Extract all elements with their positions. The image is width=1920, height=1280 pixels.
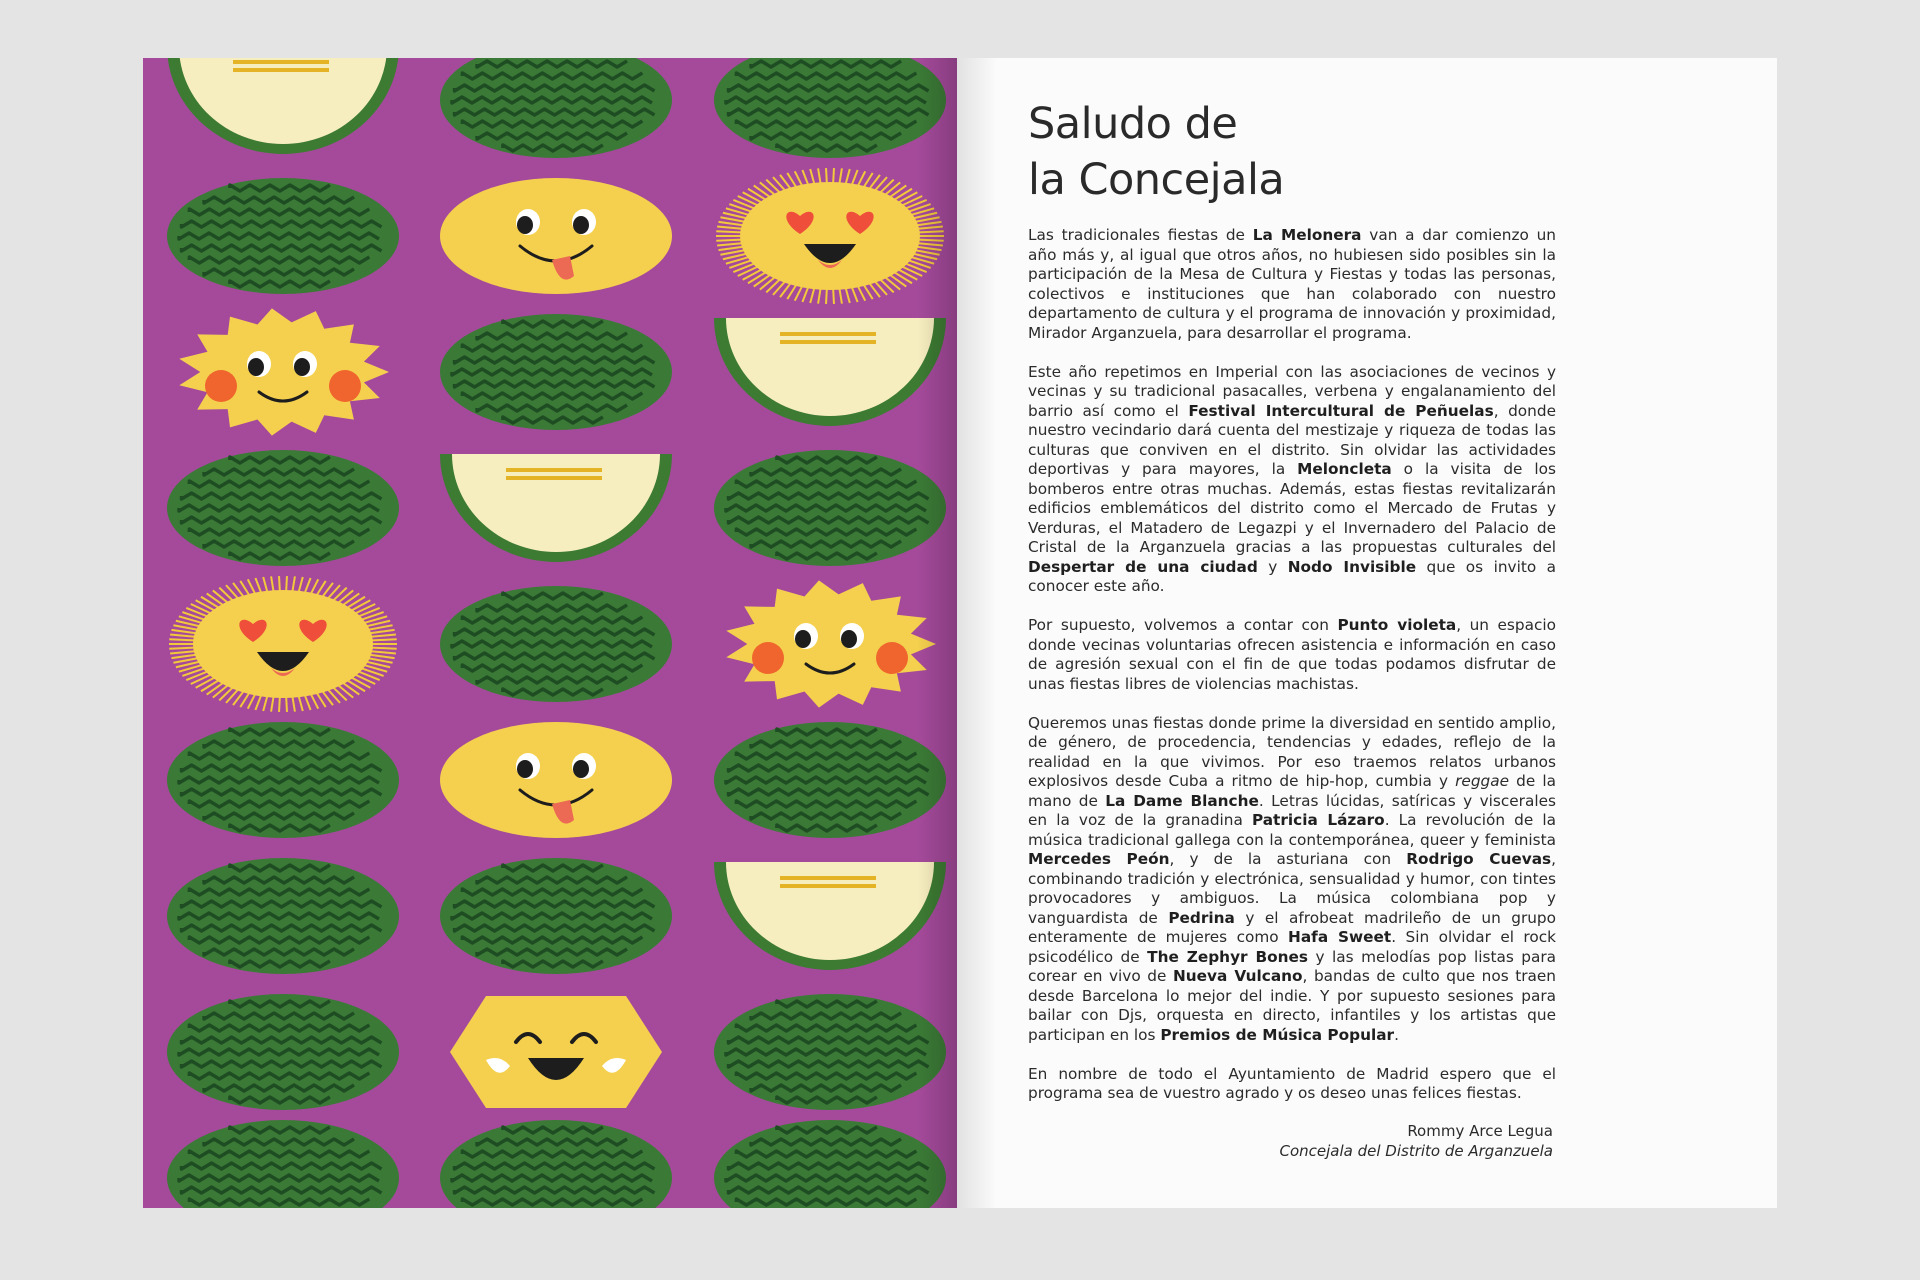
eye-pupil (517, 216, 533, 234)
highlight-name: Punto violeta (1337, 616, 1457, 634)
text-run: En nombre de todo el Ayuntamiento de Madrid espero que el programa sea de vuestro agrado y os deseo unas felices fiestas. (1028, 1064, 1556, 1102)
fuzz-strand (716, 231, 744, 232)
text-run: , donde nuestro vecindario dará cuenta del mestizaje y riqueza de todas las culturas que conviven en el distrito. Sin olvidar las actividades deportivas y para mayores, la (1028, 401, 1556, 478)
text-run: Queremos unas fiestas donde prime la diversidad en sentido amplio, de género, de procedencia, tendencias y edades, reflejo de la realidad en la que vivimos. Por eso traemos relatos urbanos explosivos desde Cuba a ritmo de hip-hop, cumbia y (1028, 713, 1556, 790)
body-paragraph (1028, 1065, 1556, 1104)
text-run: , bandas de culto que nos traen desde Barcelona lo mejor del indie. Y por supuesto sesiones para bailar con Djs, orquesta en directo, infantiles y los artistas que participan en los (1028, 967, 1556, 1044)
highlight-name: Meloncleta (1297, 460, 1392, 478)
text-run: . La revolución de la música tradicional gallega con la contemporánea, queer y feminista (1028, 811, 1557, 849)
fuzz-strand (913, 250, 940, 255)
eye-pupil (573, 760, 589, 778)
title-line-2: la Concejala (1028, 155, 1285, 205)
body-paragraph (1028, 363, 1556, 597)
title-line-1: Saludo de (1028, 99, 1238, 149)
highlight-name: Nueva Vulcano (1172, 967, 1303, 985)
text-run: que os invito a conocer este año. (1028, 557, 1556, 595)
greeting-body (1028, 226, 1556, 1123)
melon-face (440, 178, 672, 294)
cheek (329, 370, 361, 402)
watermelon (167, 994, 399, 1110)
text-run: y (1257, 557, 1288, 576)
text-run: Las tradicionales fiestas de (1028, 226, 1253, 244)
fuzzy-melon-body (193, 590, 373, 698)
fuzz-strand (716, 239, 744, 240)
body-paragraph (1028, 616, 1556, 694)
text-run: . Sin olvidar el rock psicodélico de (1028, 928, 1556, 966)
signature-name: Rommy Arce Legua (1407, 1122, 1553, 1140)
cheek (876, 642, 908, 674)
fuzzy-melon-body (740, 182, 920, 290)
fuzz-strand (914, 222, 941, 226)
fuzz-strand (369, 647, 397, 648)
highlight-name: Nodo Invisible (1287, 557, 1417, 576)
signature-role: Concejala del Distrito de Arganzuela (1279, 1142, 1553, 1160)
text-run: . (1394, 1025, 1399, 1044)
fuzz-strand (915, 227, 943, 230)
eye-pupil (517, 760, 533, 778)
text-run: de la mano de (1028, 772, 1556, 810)
illustration-page (143, 58, 957, 1208)
eye-pupil (841, 630, 857, 648)
fuzz-strand (169, 639, 197, 640)
highlight-name: Despertar de una ciudad (1028, 557, 1258, 576)
highlight-name: Festival Intercultural de Peñuelas (1188, 401, 1494, 420)
melon-body (440, 178, 672, 294)
watermelon (167, 722, 399, 838)
fuzz-strand (916, 239, 944, 240)
melon-face (450, 996, 662, 1108)
page-title (1028, 96, 1588, 208)
highlight-name: Patricia Lázaro (1251, 811, 1385, 829)
watermelon (440, 314, 672, 430)
watermelon (714, 450, 946, 566)
watermelon (167, 178, 399, 294)
text-run: . Letras lúcidas, satíricas y viscerales en la voz de la granadina (1028, 791, 1556, 829)
highlight-name: Hafa Sweet (1288, 928, 1392, 946)
highlight-name: Mercedes Peón (1028, 850, 1170, 868)
text-page (957, 58, 1777, 1208)
watermelon (440, 586, 672, 702)
text-run: reggae (1455, 772, 1510, 790)
fuzz-strand (169, 647, 197, 648)
fuzz-strand (916, 231, 944, 232)
text-run: van a dar comienzo un año más y, al igual que otros años, no hubiesen sido posibles sin la participación de la Mesa de Cultura y Fiestas y todas las personas, colectivos e instituciones que han colaborado con nuestro departamento de cultura y el programa de innovación y proximidad, Mirador Arganzuela, para desarrollar el programa. (1028, 226, 1556, 342)
hex-melon-body (450, 996, 662, 1108)
signature-block (1279, 1121, 1553, 1161)
melon-body (440, 722, 672, 838)
text-run: y las melodías pop listas para corear en vivo de (1028, 947, 1556, 985)
watermelon (714, 994, 946, 1110)
body-paragraph (1028, 714, 1556, 1046)
text-run: , combinando tradición y electrónica, sensualidad y humor, con tintes provocadores y ambiguos. La música colombiana pop y vanguardista de (1028, 850, 1556, 927)
fuzz-strand (913, 217, 940, 222)
highlight-name: La Melonera (1252, 226, 1362, 244)
fuzz-strand (914, 246, 941, 250)
highlight-name: The Zephyr Bones (1147, 947, 1309, 966)
highlight-name: La Dame Blanche (1105, 791, 1259, 810)
text-run: Este año repetimos en Imperial con las asociaciones de vecinos y vecinas y su tradicional pasacalles, verbena y engalanamiento del barrio así como el (1028, 362, 1556, 420)
body-paragraph (1028, 226, 1556, 343)
text-run: Por supuesto, volvemos a contar con (1028, 616, 1338, 634)
text-run: y el afrobeat madrileño de un grupo enteramente de mujeres como (1028, 908, 1557, 946)
watermelon (167, 858, 399, 974)
watermelon (440, 858, 672, 974)
eye-pupil (573, 216, 589, 234)
melon-face (440, 722, 672, 838)
text-run: , y de la asturiana con (1169, 850, 1407, 868)
fuzz-strand (369, 639, 397, 640)
text-run: o la visita de los bomberos entre otras muchas. Además, estas fiestas revitalizarán edificios emblemáticos del distrito como el Mercado de Frutas y Verduras, el Matadero de Legazpi y el Invernadero del Palacio de Cristal de la Arganzuela gracias a las propuestas culturales del (1028, 460, 1556, 556)
eye-pupil (294, 358, 310, 376)
watermelon (167, 450, 399, 566)
highlight-name: Premios de Música Popular (1160, 1025, 1395, 1044)
watermelon (714, 722, 946, 838)
melon-pattern-illustration (143, 58, 957, 1208)
cheek (752, 642, 784, 674)
eye-pupil (795, 630, 811, 648)
cheek (205, 370, 237, 402)
brochure-spread (143, 58, 1777, 1208)
fuzz-strand (915, 243, 943, 246)
eye-pupil (248, 358, 264, 376)
highlight-name: Pedrina (1168, 908, 1235, 927)
text-run: , un espacio donde vecinas voluntarias ofrecen asistencia e información en caso de agresión sexual con el fin de que todas podamos disfrutar de unas fiestas libres de violencias machistas. (1028, 616, 1556, 693)
highlight-name: Rodrigo Cuevas (1406, 850, 1552, 868)
